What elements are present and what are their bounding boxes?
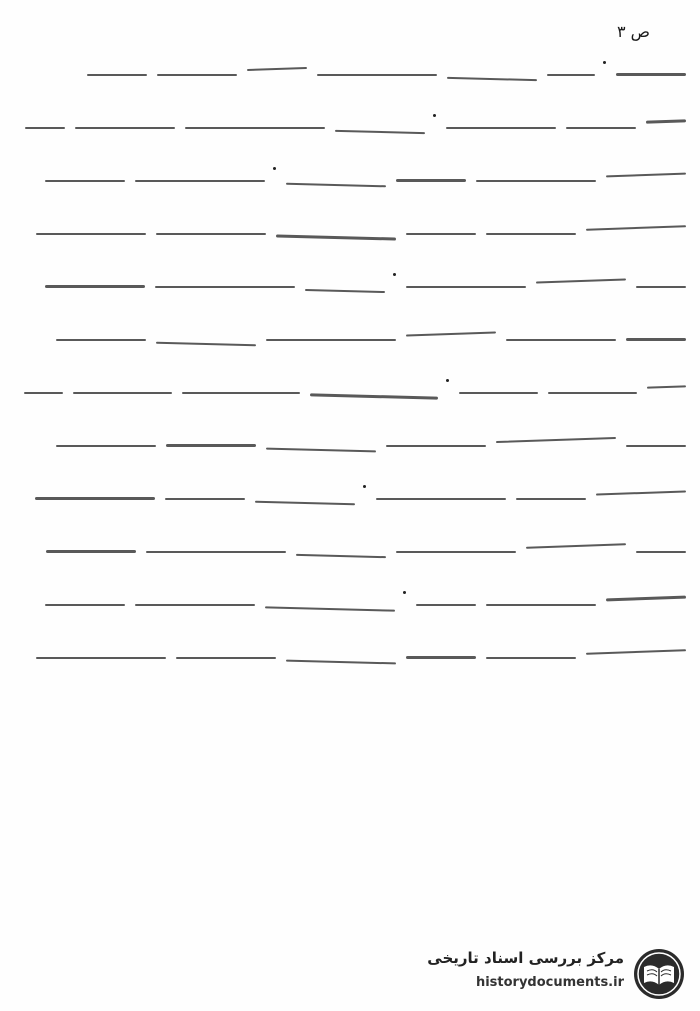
watermark-url[interactable]: historydocuments.ir [475,975,624,990]
handwritten-line [14,366,686,419]
handwritten-line [14,313,686,366]
handwritten-line [14,419,686,472]
handwritten-body [14,48,686,684]
handwritten-line [14,472,686,525]
handwritten-line [14,154,686,207]
handwritten-line [14,260,686,313]
handwritten-line [14,631,686,684]
archive-watermark [396,945,686,1001]
handwritten-line [14,207,686,260]
watermark-title: مرکز بررسی اسناد تاریخی [427,949,624,967]
open-book-icon [632,947,686,1001]
handwritten-line [14,578,686,631]
handwritten-line [14,101,686,154]
page-number-mark: ص ۳ [616,22,650,41]
handwritten-line [14,525,686,578]
handwritten-line [14,48,686,101]
